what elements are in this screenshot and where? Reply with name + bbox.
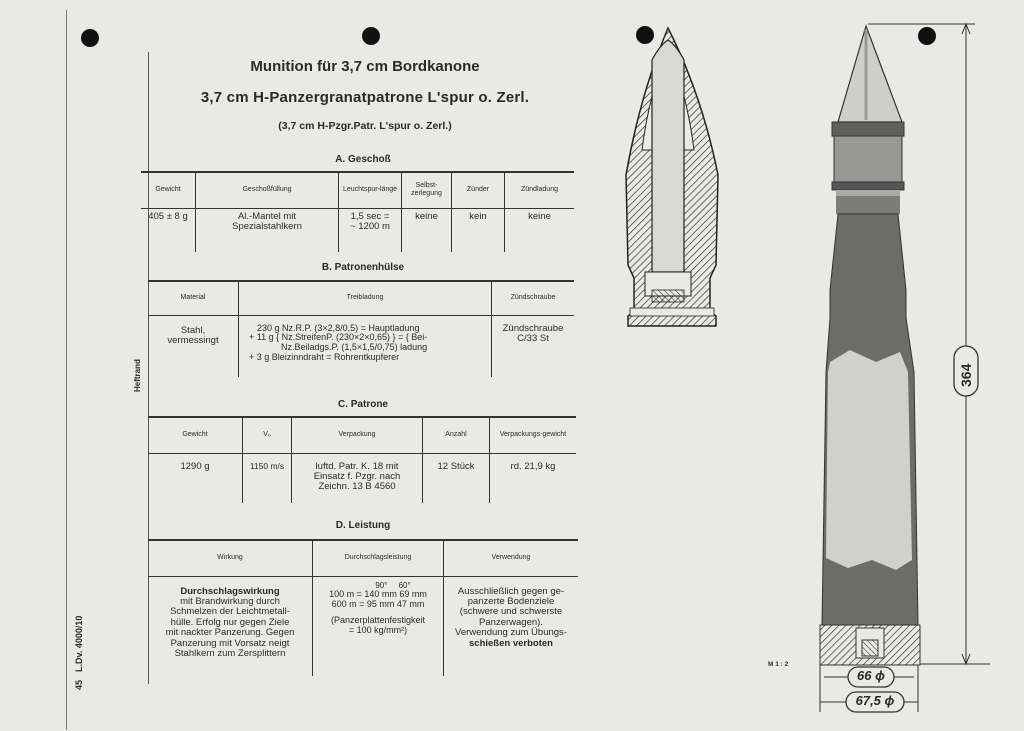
cell-durchschlag: 90° 60° 100 m = 140 mm 69 mm 600 m = 95 mm 47 mm (Panzerplattenfestigkeit = 100 kg/mm²) xyxy=(313,576,444,676)
cartridge-side-view xyxy=(820,26,920,665)
col-header: Geschoßfüllung xyxy=(196,172,339,208)
projectile-cross-section xyxy=(626,28,718,326)
section-d-heading: D. Leistung xyxy=(335,520,391,531)
col-header: Selbst-zerlegung xyxy=(402,172,452,208)
cell-verpackungsgewicht: rd. 21,9 kg xyxy=(490,453,577,503)
col-header: Wirkung xyxy=(148,540,313,576)
page-title: Munition für 3,7 cm Bordkanone xyxy=(250,58,480,75)
doc-part: 45 xyxy=(74,679,84,690)
cell-treibladung: 230 g Nz.R.P. (3×2,8/0,5) = Hauptladung + 11 g { Nz.StreifenP. (230×2×0,65) } = { Bei- Nz.Beiladgs.P. (1,5×1,5/0,75) ladung + 3 g Bleizinndraht = Rohrentkupferer xyxy=(239,315,492,377)
col-header: Verwendung xyxy=(444,540,579,576)
col-header: Zündschraube xyxy=(492,281,575,315)
col-header: Leuchtspur-länge xyxy=(339,172,402,208)
cell-zuendschraube: Zündschraube C/33 St xyxy=(492,315,575,377)
col-header: Zündladung xyxy=(505,172,575,208)
diameter-67-5: 67,5 ϕ xyxy=(855,693,895,708)
section-a-heading: A. Geschoß xyxy=(335,154,391,165)
cell-verwendung: Ausschließlich gegen ge- panzerte Bodenziele (schwere und schwerste Panzerwagen). Verwendung zum Übungs- schießen verboten xyxy=(444,576,579,676)
cell-leuchtspur: 1,5 sec = ~ 1200 m xyxy=(339,208,402,252)
col-header: Verpackung xyxy=(292,417,423,453)
col-header: Durchschlagsleistung xyxy=(313,540,444,576)
page-short-title: (3,7 cm H-Pzgr.Patr. L'spur o. Zerl.) xyxy=(278,120,452,132)
col-header: Material xyxy=(148,281,239,315)
cell-wirkung: Durchschlagswirkung mit Brandwirkung durch Schmelzen der Leichtmetall- hülle. Erfolg nur gegen Ziele mit nackter Panzerung. Gegen Panzerung mit Vorsatz neigt Stahlkern zum Zersplittern xyxy=(165,585,295,660)
col-header: Gewicht xyxy=(148,417,243,453)
cell-gewicht: 1290 g xyxy=(180,460,210,472)
cell-selbstzerlegung: keine xyxy=(402,208,452,252)
col-header: Verpackungs-gewicht xyxy=(490,417,577,453)
cell-zuender: kein xyxy=(452,208,505,252)
section-b-heading: B. Patronenhülse xyxy=(321,262,405,273)
cell-fuellung: Al.-Mantel mit Spezialstahlkern xyxy=(196,208,339,252)
length-dimension: 364 xyxy=(958,363,974,387)
col-header: Zünder xyxy=(452,172,505,208)
section-c-heading: C. Patrone xyxy=(337,399,388,410)
scale-label: M 1 : 2 xyxy=(768,661,789,668)
page-subtitle: 3,7 cm H-Panzergranatpatrone L'spur o. Zerl. xyxy=(200,89,530,106)
col-header: V₀ xyxy=(243,417,292,453)
doc-number: L.Dv. 4000/10 xyxy=(74,615,84,672)
col-header: Treibladung xyxy=(239,281,492,315)
diameter-66: 66 ϕ xyxy=(857,668,885,683)
col-header: Anzahl xyxy=(423,417,490,453)
col-header: Gewicht xyxy=(141,172,196,208)
cell-v0: 1150 m/s xyxy=(243,453,292,503)
side-label: Heftrand xyxy=(133,359,142,392)
cell-material: Stahl, vermessingt xyxy=(167,324,219,346)
cell-gewicht: 405 ± 8 g xyxy=(148,210,188,222)
cell-verpackung: luftd. Patr. K. 18 mit Einsatz f. Pzgr. nach Zeichn. 13 B 4560 xyxy=(292,453,423,503)
cell-anzahl: 12 Stück xyxy=(423,453,490,503)
cell-zuendladung: keine xyxy=(505,208,575,252)
